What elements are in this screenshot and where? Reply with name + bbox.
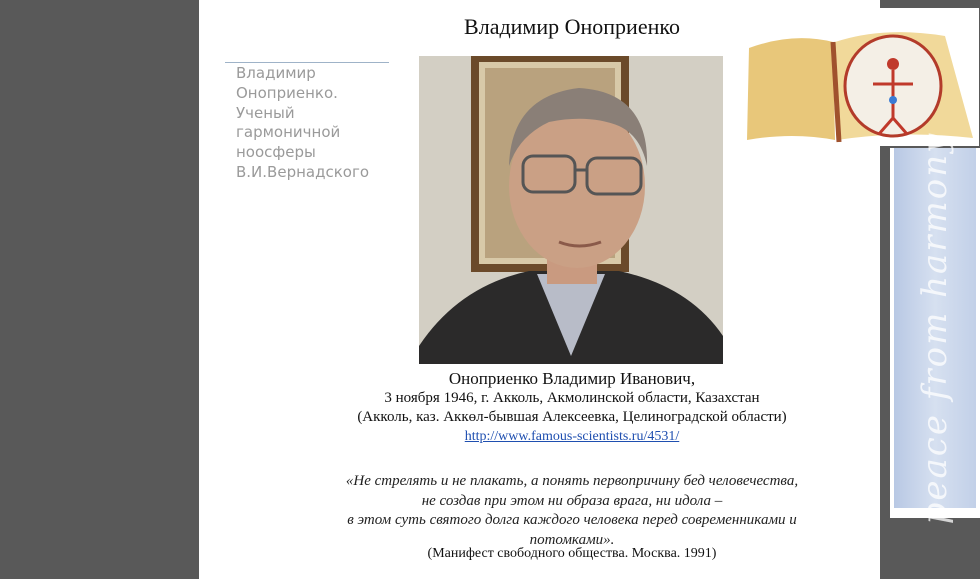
quote-line: не создав при этом ни образа врага, ни идола – (421, 492, 723, 509)
book-image (733, 8, 979, 146)
person-name: Оноприенко Владимир Иванович, (448, 369, 696, 388)
source-link[interactable]: http://www.famous-scientists.ru/4531/ (464, 429, 680, 444)
page-title: Владимир Оноприенко (464, 14, 680, 39)
banner-text: peace from harmony (915, 131, 955, 525)
side-banner (890, 131, 980, 525)
sidebar-divider (225, 62, 389, 63)
portrait-photo (419, 56, 723, 364)
quote-block (319, 472, 825, 550)
birth-info: 3 ноября 1946, г. Акколь, Акмолинской области, Казахстан (384, 390, 760, 406)
quote-line: в этом суть святого долга каждого человека перед современниками и потомками». (347, 512, 797, 548)
sidebar-link[interactable]: Владимир Оноприенко. Ученый гармоничной ноосферы В.И.Вернадского (236, 64, 370, 181)
banner-background (894, 131, 976, 525)
photo-caption (199, 369, 945, 445)
quote-source: (Манифест свободного общества. Москва. 1991) (427, 546, 717, 561)
quote-line: «Не стрелять и не плакать, а понять первопричину бед человечества, (345, 473, 799, 489)
birthplace-note: (Акколь, каз. Аккөл-бывшая Алексеевка, Целиноградской области) (357, 409, 787, 425)
